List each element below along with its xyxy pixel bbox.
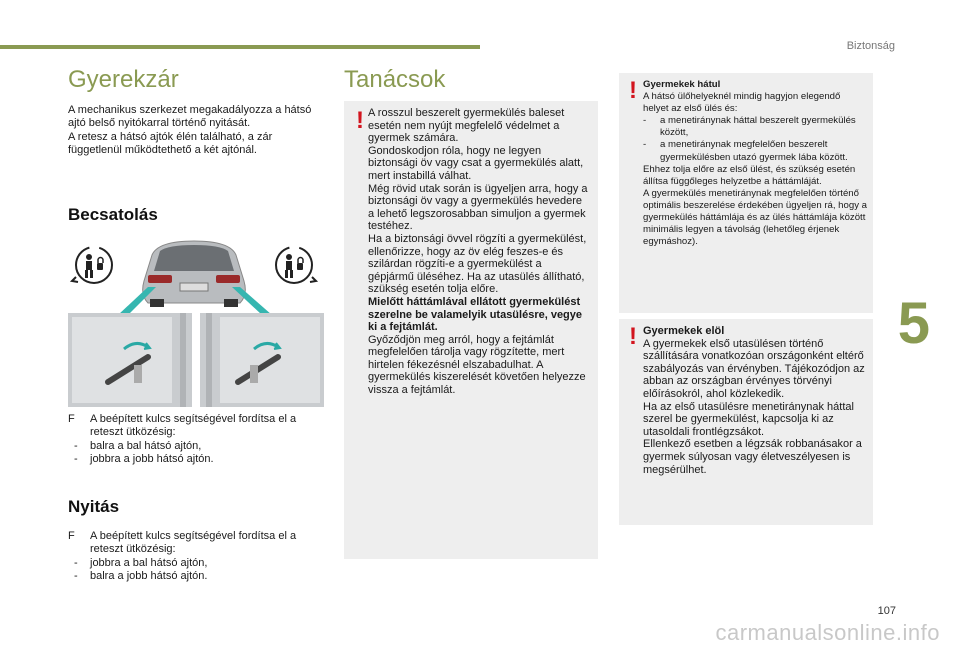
list-item: - jobbra a jobb hátsó ajtón. <box>74 452 214 465</box>
nyitas-step: F A beépített kulcs segítségével fordítsa el a reteszt ütközésig: <box>68 530 297 556</box>
gyermekek-elol-box <box>619 319 873 525</box>
tanacsok-title: Tanácsok <box>344 66 446 93</box>
gyerekzar-section <box>68 66 318 157</box>
becsatolas-step: F A beépített kulcs segítségével fordítsa el a reteszt ütközésig: <box>68 413 297 439</box>
gyermekek-hatul-box <box>619 73 873 313</box>
child-unlock-icon <box>276 247 316 283</box>
nyitas-steps <box>68 530 324 583</box>
child-lock-illustration <box>68 237 324 407</box>
section-label: Biztonság <box>846 40 895 52</box>
warning-icon: ! <box>629 77 637 104</box>
nyitas-title: Nyitás <box>68 497 120 516</box>
list-item: - jobbra a bal hátsó ajtón, <box>74 556 208 569</box>
gyermekek-elol-text: Gyermekek elöl A gyermekek első utasülésen történő szállítására vonatkozóan országonként eltérő szabályozás van érvényben. Tájékozódjon az abban az országban érvényes törvényi előírásokról, ahol közlekedik. Ha az első utasülésre menetiránynak háttal szerel be gyermekülést, kapcsolja ki az utasoldali frontlégzsákot. Ellenkező esetben a légzsák robbanásakor a gyermek súlyosan vagy életveszélyesen is megsérülhet. <box>643 325 865 476</box>
list-item: - a menetiránynak megfelelően beszerelt gyermekülésben utazó gyermek lába között. <box>643 139 848 163</box>
bullet-marker: F <box>68 530 75 542</box>
watermark: carmanualsonline.info <box>715 620 940 645</box>
nyitas-heading <box>68 497 318 517</box>
gyerekzar-intro: A mechanikus szerkezet megakadályozza a hátsó ajtó belső nyitókarral történő nyitását. <box>68 104 312 130</box>
door-edge-right-image <box>200 313 324 407</box>
gyerekzar-intro2: A retesz a hátsó ajtók élén található, a zár függetlenül működtethető a két ajtónál. <box>68 130 273 156</box>
header-accent-bar <box>0 45 480 49</box>
becsatolas-steps <box>68 413 324 466</box>
list-item: - balra a jobb hátsó ajtón. <box>74 569 208 582</box>
becsatolas-title: Becsatolás <box>68 205 158 224</box>
tanacsok-text: A rosszul beszerelt gyermekülés baleset esetén nem nyújt megfelelő védelmet a gyermek számára. Gondoskodjon róla, hogy ne legyen biztonsági öv vagy csat a gyermekülés alatt, mert instabillá válhat. Még rövid utak során is ügyeljen arra, hogy a biztonsági öv vagy a gyermekülés hevedere a lehető legszorosabban simuljon a gyermek testéhez. Ha a biztonsági övvel rögzíti a gyermekülést, ellenőrizze, hogy az öv elég feszes-e és szilárdan rögzíti-e a gyermekülést a gépjármű üléséhez. Ha az utasülés állítható, szükség esetén tolja előre. Mielőtt háttámlával ellátott gyermekülést szerelne be valamelyik utasülésre, vegye ki a fejtámlát. Győződjön meg arról, hogy a fejtámlát megfelelően tárolja vagy rögzítette, mert hirtelen fékezésnél elszabadulhat. A gyermekülés kiszerelését követően helyezze vissza a fejtámlát. <box>368 107 588 397</box>
tanacsok-warning-box <box>344 101 598 559</box>
child-lock-icon <box>72 247 112 283</box>
door-edge-left-image <box>68 313 192 407</box>
chapter-number: 5 <box>897 291 930 356</box>
becsatolas-heading <box>68 205 318 225</box>
gyerekzar-title: Gyerekzár <box>68 66 179 93</box>
bullet-marker: F <box>68 413 75 425</box>
gyermekek-hatul-text: Gyermekek hátul A hátsó ülőhelyeknél mindig hagyjon elegendő helyet az első ülés és: - a menetiránynak háttal beszerelt gyermekülés között, - a menetiránynak megfelelően beszerelt gyermekülésben utazó gyermek lába között. Ehhez tolja előre az első ülést, és szükség esetén állítsa függőleges helyzetbe a háttámláját. A gyermekülés menetiránynak megfelelően történő optimális beszerelése érdekében ügyeljen rá, hogy a gyermekülés háttámlája és az ülés háttámlája között minimális legyen a távolság (lehetőleg érjenek egymáshoz). <box>643 79 867 248</box>
page-number: 107 <box>877 605 896 617</box>
list-item: - a menetiránynak háttal beszerelt gyermekülés között, <box>643 115 856 139</box>
tanacsok-heading <box>344 66 445 94</box>
warning-icon: ! <box>629 323 637 350</box>
car-rear-image <box>143 241 246 307</box>
warning-icon: ! <box>356 107 364 134</box>
list-item: - balra a bal hátsó ajtón, <box>74 439 202 452</box>
